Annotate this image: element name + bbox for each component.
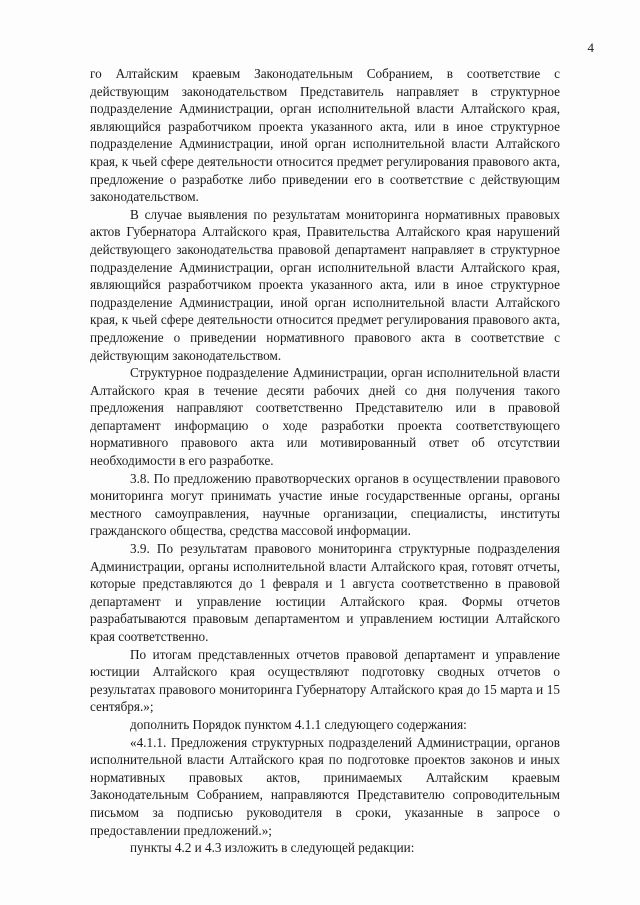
paragraph-4-1-1: «4.1.1. Предложения структурных подразделений Администрации, органов исполнительной власти Алтайского края по подготовке проектов законов и иных нормативных правовых актов, принимаемых Алтайским краевым Законодательным Собранием, направляются Представителю сопроводительным письмом за подписью руководителя в сроки, указанные в запросе о предоставлении предложений.»;: [90, 734, 560, 838]
paragraph-add-4-1-1: дополнить Порядок пунктом 4.1.1 следующего содержания:: [130, 716, 467, 732]
paragraph-response: Структурное подразделение Администрации, орган исполнительной власти Алтайского края в течение десяти рабочих дней со дня получения такого предложения направляют соответственно Представителю или в правовой департамент информацию о ходе разработки проекта соответствующего нормативного правового акта или мотивированный ответ об отсутствии необходимости в его разработке.: [90, 365, 560, 469]
paragraph-4-2-4-3: пункты 4.2 и 4.3 изложить в следующей редакции:: [130, 840, 415, 856]
document-body: [90, 65, 560, 857]
paragraph-summary-reports: По итогам представленных отчетов правовой департамент и управление юстиции Алтайского края осуществляют подготовку сводных отчетов о результатах правового мониторинга Губернатору Алтайского края до 15 марта и 15 сентября.»;: [90, 646, 560, 715]
paragraph-3-9: 3.9. По результатам правового мониторинга структурные подразделения Администрации, органы исполнительной власти Алтайского края, готовят отчеты, которые представляются до 1 февраля и 1 августа соответственно в правовой департамент и управление юстиции Алтайского края. Формы отчетов разрабатываются правовым департаментом и управлением юстиции Алтайского края соответственно.: [90, 541, 560, 644]
paragraph-violations: В случае выявления по результатам мониторинга нормативных правовых актов Губернатора Алтайского края, Правительства Алтайского края нарушений действующего законодательства правовой департамент направляет в структурное подразделение Администрации, орган исполнительной власти Алтайского края, являющийся разработчиком проекта указанного акта, или в иное структурное подразделение Администрации, иной орган исполнительной власти Алтайского края, к чьей сфере деятельности относится предмет регулирования правового акта, предложение о приведении нормативного правового акта в соответствие с действующим законодательством.: [90, 206, 560, 363]
paragraph-continuation: го Алтайским краевым Законодательным Собранием, в соответствие с действующим законодательством Представитель направляет в структурное подразделение Администрации, орган исполнительной власти Алтайского края, являющийся разработчиком проекта указанного акта, или в иное структурное подразделение Администрации, иной орган исполнительной власти Алтайского края, к чьей сфере деятельности относится предмет регулирования правового акта, предложение о разработке либо приведении его в соответствие с действующим законодательством.: [90, 66, 560, 205]
page-number: 4: [587, 40, 594, 55]
paragraph-3-8: 3.8. По предложению правотворческих органов в осуществлении правового мониторинга могут принимать участие иные государственные органы, органы местного самоуправления, научные организации, специалисты, институты гражданского общества, средства массовой информации.: [90, 470, 560, 539]
